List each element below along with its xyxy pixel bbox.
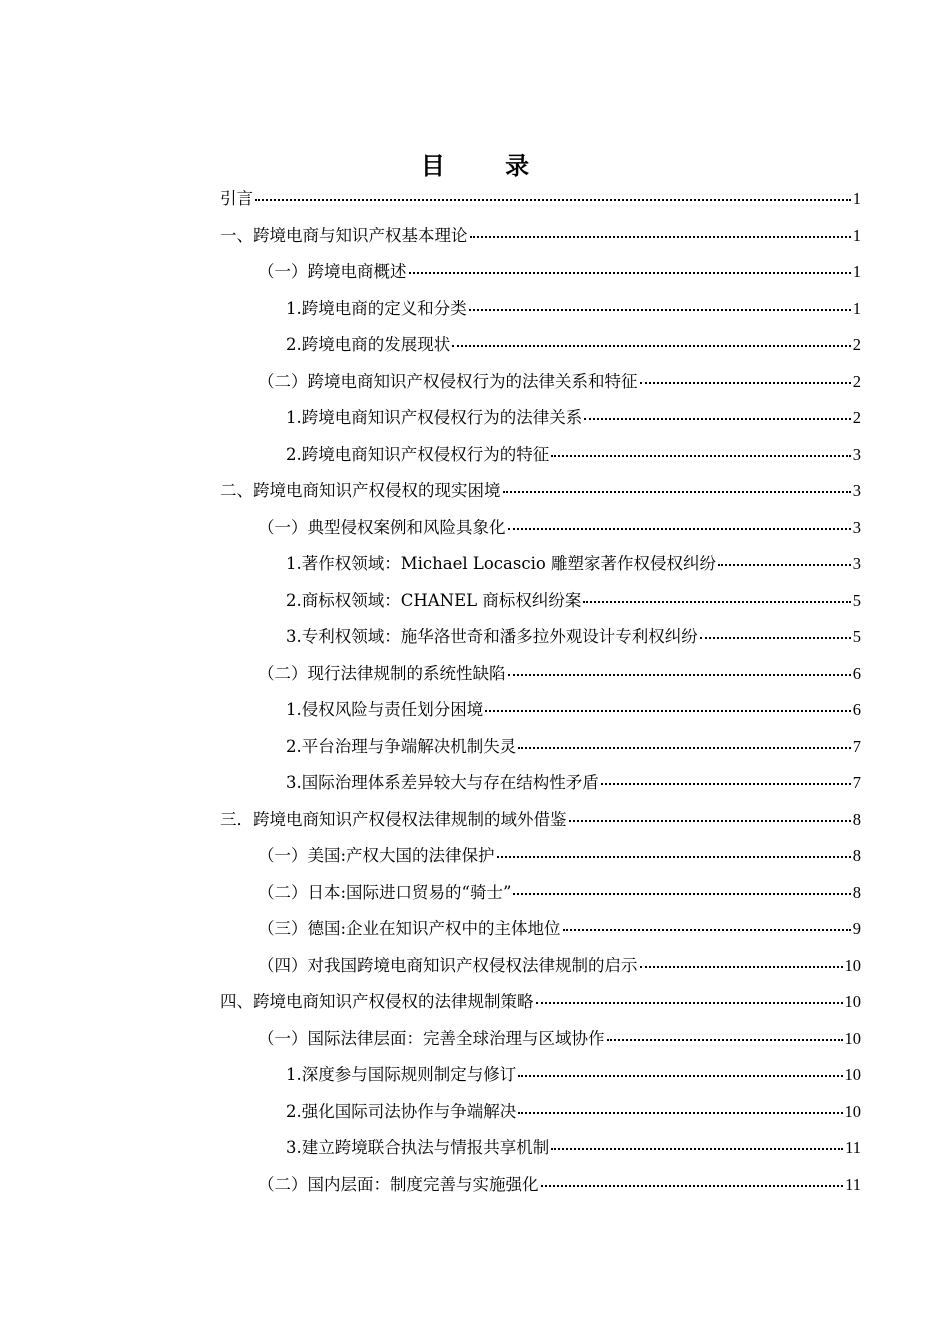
dot-leader	[255, 199, 851, 201]
toc-entry-label: 1.跨境电商知识产权侵权行为的法律关系	[286, 408, 583, 427]
toc-entry-page-number: 11	[845, 1174, 861, 1194]
dot-leader	[518, 1112, 842, 1114]
dot-leader	[700, 637, 851, 639]
dot-leader	[518, 1075, 842, 1077]
toc-entry[interactable]	[220, 1130, 861, 1167]
toc-entry[interactable]	[220, 546, 861, 583]
table-of-contents	[220, 181, 861, 1203]
dot-leader	[452, 345, 851, 347]
dot-leader	[640, 382, 851, 384]
toc-entry-page-number: 11	[845, 1138, 861, 1157]
toc-entry-page-number: 6	[852, 700, 861, 719]
dot-leader	[541, 1185, 844, 1187]
toc-entry-label: （二）跨境电商知识产权侵权行为的法律关系和特征	[258, 371, 638, 391]
toc-entry-page-number: 10	[844, 992, 861, 1011]
toc-entry-page-number: 5	[852, 627, 861, 646]
toc-entry[interactable]	[220, 583, 861, 620]
toc-entry-page-number: 3	[852, 481, 861, 500]
toc-entry-page-number: 1	[852, 189, 861, 208]
dot-leader	[508, 674, 851, 676]
toc-entry[interactable]	[220, 473, 861, 510]
dot-leader	[607, 1039, 843, 1041]
toc-entry-label: 3.专利权领域：施华洛世奇和潘多拉外观设计专利权纠纷	[286, 627, 698, 646]
dot-leader	[518, 747, 851, 749]
toc-entry-label: 1.著作权领域：Michael Locascio 雕塑家著作权侵权纠纷	[286, 554, 717, 573]
toc-entry[interactable]	[220, 510, 861, 547]
toc-entry-page-number: 10	[844, 1101, 861, 1121]
toc-entry-label: 二、跨境电商知识产权侵权的现实困境	[220, 481, 501, 500]
toc-entry-page-number: 10	[844, 1065, 861, 1084]
toc-entry[interactable]	[220, 984, 861, 1021]
toc-entry-page-number: 2	[852, 335, 861, 354]
dot-leader	[563, 929, 851, 931]
dot-leader	[508, 528, 851, 530]
dot-leader	[640, 966, 843, 968]
toc-entry[interactable]	[220, 181, 861, 218]
dot-leader	[584, 418, 851, 420]
toc-entry-label: （一）典型侵权案例和风险具象化	[258, 517, 506, 537]
toc-entry[interactable]	[220, 911, 861, 948]
toc-entry-page-number: 1	[852, 225, 861, 245]
toc-entry-page-number: 10	[844, 1028, 861, 1048]
toc-entry[interactable]	[220, 765, 861, 802]
toc-entry-page-number: 6	[852, 663, 861, 683]
dot-leader	[569, 820, 851, 822]
toc-entry-label: 2.跨境电商知识产权侵权行为的特征	[286, 444, 550, 464]
dot-leader	[513, 893, 850, 895]
toc-entry-label: 2.平台治理与争端解决机制失灵	[286, 736, 517, 756]
toc-entry-label: 2.商标权领域：CHANEL 商标权纠纷案	[286, 590, 582, 610]
toc-entry[interactable]	[220, 802, 861, 839]
toc-entry-label: 引言	[220, 189, 253, 208]
dot-leader	[551, 1148, 843, 1150]
toc-entry-page-number: 2	[852, 371, 861, 391]
toc-entry[interactable]	[220, 1021, 861, 1058]
dot-leader	[601, 783, 851, 785]
toc-entry-label: 3.建立跨境联合执法与情报共享机制	[286, 1138, 550, 1157]
toc-entry-page-number: 1	[852, 262, 861, 281]
toc-entry-page-number: 3	[852, 517, 861, 537]
dot-leader	[718, 564, 851, 566]
dot-leader	[469, 309, 851, 311]
toc-entry[interactable]	[220, 838, 861, 875]
toc-entry-label: （三）德国:企业在知识产权中的主体地位	[258, 919, 561, 938]
toc-entry-page-number: 7	[852, 773, 861, 792]
toc-entry[interactable]	[220, 619, 861, 656]
toc-entry-page-number: 3	[852, 444, 861, 464]
toc-entry[interactable]	[220, 218, 861, 255]
dot-leader	[551, 455, 851, 457]
toc-entry-label: （二）日本:国际进口贸易的“骑士”	[258, 882, 512, 902]
toc-entry-page-number: 3	[852, 554, 861, 573]
toc-entry-label: 1.侵权风险与责任划分困境	[286, 700, 484, 719]
toc-entry[interactable]	[220, 327, 861, 364]
toc-entry[interactable]	[220, 437, 861, 474]
dot-leader	[485, 710, 851, 712]
toc-entry-label: （一）国际法律层面：完善全球治理与区域协作	[258, 1028, 605, 1048]
toc-entry-label: 四、跨境电商知识产权侵权的法律规制策略	[220, 992, 534, 1011]
toc-entry-label: （四）对我国跨境电商知识产权侵权法律规制的启示	[258, 955, 638, 975]
toc-entry[interactable]	[220, 948, 861, 985]
dot-leader	[503, 491, 851, 493]
toc-entry-page-number: 2	[852, 408, 861, 427]
toc-entry[interactable]	[220, 729, 861, 766]
dot-leader	[497, 856, 851, 858]
toc-entry[interactable]	[220, 875, 861, 912]
toc-entry-page-number: 10	[844, 955, 861, 975]
toc-entry-label: 2.强化国际司法协作与争端解决	[286, 1101, 517, 1121]
toc-entry-page-number: 8	[852, 846, 861, 865]
dot-leader	[409, 272, 851, 274]
toc-entry[interactable]	[220, 1057, 861, 1094]
toc-entry[interactable]	[220, 656, 861, 693]
toc-entry-label: 1.跨境电商的定义和分类	[286, 298, 467, 318]
toc-title: 目 录	[420, 151, 556, 180]
toc-entry-page-number: 1	[852, 298, 861, 318]
dot-leader	[470, 236, 851, 238]
toc-entry[interactable]	[220, 1167, 861, 1204]
toc-entry-label: 2.跨境电商的发展现状	[286, 335, 451, 354]
dot-leader	[583, 601, 850, 603]
toc-entry-label: 三．跨境电商知识产权侵权法律规制的域外借鉴	[220, 809, 567, 829]
toc-entry[interactable]	[220, 692, 861, 729]
toc-entry-label: 一、跨境电商与知识产权基本理论	[220, 225, 468, 245]
toc-entry[interactable]	[220, 254, 861, 291]
toc-entry-page-number: 7	[852, 736, 861, 756]
toc-entry[interactable]	[220, 400, 861, 437]
toc-entry-label: 3.国际治理体系差异较大与存在结构性矛盾	[286, 773, 599, 792]
toc-entry-page-number: 8	[852, 809, 861, 829]
toc-entry[interactable]	[220, 364, 861, 401]
toc-entry-label: （一）美国:产权大国的法律保护	[258, 846, 495, 865]
toc-entry-label: （二）国内层面：制度完善与实施强化	[258, 1174, 539, 1194]
toc-entry-label: 1.深度参与国际规则制定与修订	[286, 1065, 517, 1084]
toc-entry-label: （一）跨境电商概述	[258, 262, 407, 281]
toc-entry-page-number: 9	[852, 919, 861, 938]
dot-leader	[536, 1002, 843, 1004]
toc-entry-page-number: 8	[852, 882, 861, 902]
toc-entry-label: （二）现行法律规制的系统性缺陷	[258, 663, 506, 683]
toc-entry[interactable]	[220, 1094, 861, 1131]
toc-entry-page-number: 5	[852, 590, 861, 610]
toc-entry[interactable]	[220, 291, 861, 328]
